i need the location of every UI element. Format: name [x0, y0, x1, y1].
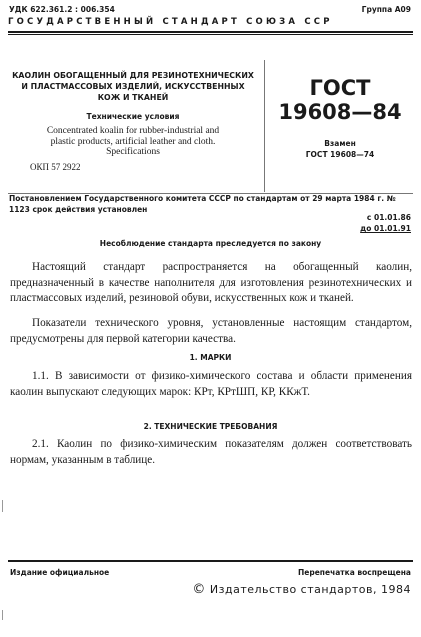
copyright-icon: © [192, 582, 206, 597]
scan-edge-mark [2, 610, 3, 620]
title-en-line-1: Concentrated koalin for rubber-industrial and [46, 126, 220, 136]
resolution-text: Постановлением Государственного комитета СССР по стандартам от 29 марта 1984 г. № 1123 срок действия установлен [9, 194, 396, 214]
title-divider-vertical [264, 60, 265, 192]
valid-from: с 01.01.86 [366, 213, 411, 222]
title-en [10, 126, 256, 158]
paragraph-scope: Настоящий стандарт распространяется на обогащенный каолин, предназначенный в качестве наполнителя для изготовления резинотехнических и пластмассовых изделий, резиновой обуви, искусственных кож и тканей. [10, 261, 412, 304]
gost-label: ГОСТ [309, 76, 371, 100]
header-rule-thin [8, 34, 413, 35]
section-title-grades: 1. МАРКИ [189, 353, 232, 362]
publisher-line [192, 582, 411, 597]
subtitle-ru: Технические условия [86, 112, 180, 121]
standard-banner: ГОСУДАРСТВЕННЫЙ СТАНДАРТ СОЮЗА ССР [8, 17, 333, 27]
scan-edge-mark [2, 500, 3, 512]
validity-dates [360, 212, 411, 234]
replace-label: Взамен [324, 139, 356, 148]
reprint-notice: Перепечатка воспрещена [297, 568, 411, 577]
section-title-requirements: 2. ТЕХНИЧЕСКИЕ ТРЕБОВАНИЯ [143, 422, 278, 431]
valid-to: до 01.01.91 [360, 224, 411, 233]
legal-warning: Несоблюдение стандарта преследуется по закону [99, 239, 322, 248]
title-en-line-2: plastic products, artificial leather and cloth. [50, 136, 216, 147]
footer-rule [8, 560, 413, 562]
paragraph-requirements: 2.1. Каолин по физико-химическим показателям должен соответствовать нормам, указанным в таблице. [10, 438, 412, 466]
okp-code: ОКП 57 2922 [30, 162, 81, 172]
edition-label: Издание официальное [10, 568, 110, 577]
gost-number: 19608—84 [278, 100, 402, 124]
paragraph-grades: 1.1. В зависимости от физико-химического состава и области применения каолин выпускают следующих марок: КРт, КРтШП, КР, ККжТ. [10, 370, 412, 398]
replace-gost: ГОСТ 19608—74 [305, 150, 375, 159]
publisher-name: Издательство стандартов, 1984 [209, 583, 411, 596]
header-rule-thick [8, 31, 413, 33]
title-en-line-3: Specifications [106, 147, 160, 157]
group-code: Группа А09 [361, 5, 411, 14]
title-ru: КАОЛИН ОБОГАЩЕННЫЙ ДЛЯ РЕЗИНОТЕХНИЧЕСКИХ И ПЛАСТМАССОВЫХ ИЗДЕЛИЙ, ИСКУССТВЕННЫХ КОЖ И ТКАНЕЙ [12, 71, 254, 102]
paragraph-quality: Показатели технического уровня, установленные настоящим стандартом, предусмотрены для первой категории качества. [10, 317, 412, 345]
udk-code: УДК 622.361.2 : 006.354 [9, 5, 115, 14]
